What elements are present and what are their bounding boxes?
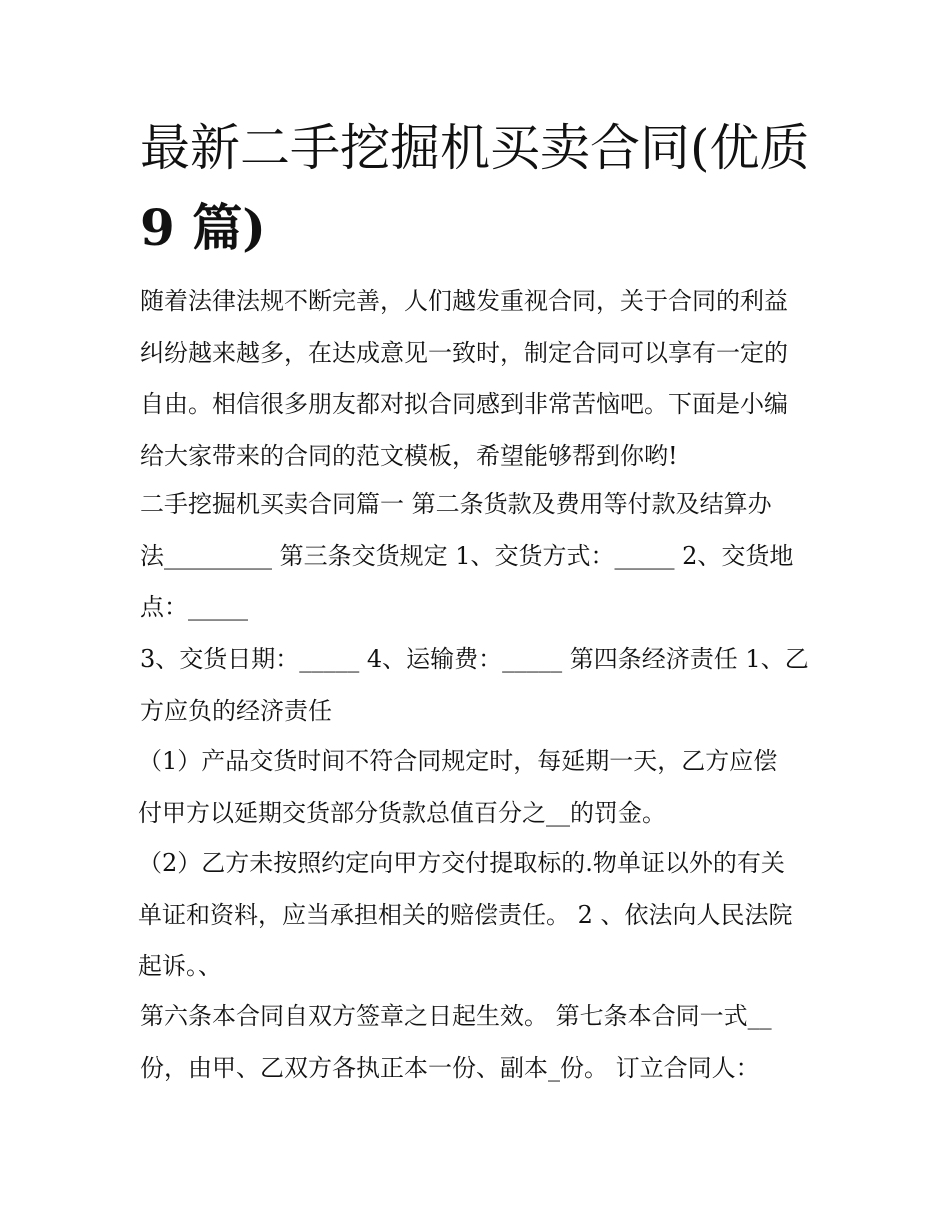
text-line: 单证和资料，应当承担相关的赔偿责任。 2 、依法向人民法院 bbox=[138, 900, 793, 929]
text-line: 第六条本合同自双方签章之日起生效。 第七条本合同一式__ bbox=[140, 1002, 772, 1030]
title-line-1: 最新二手挖掘机买卖合同(优质 bbox=[140, 119, 810, 177]
liability-item-1 bbox=[138, 736, 818, 839]
text-line: 给大家带来的合同的范文模板，希望能够帮到你哟! bbox=[140, 441, 678, 470]
text-line: （1）产品交货时间不符合同规定时，每延期一天，乙方应偿 bbox=[138, 747, 778, 775]
text-line: 份，由甲、乙双方各执正本一份、副本_份。 订立合同人： bbox=[140, 1053, 760, 1082]
article-6-7-paragraph bbox=[140, 991, 820, 1094]
text-line: 方应负的经济责任 bbox=[140, 696, 332, 725]
text-line: 随着法律法规不断完善，人们越发重视合同，关于合同的利益 bbox=[140, 287, 788, 315]
text-line: 自由。相信很多朋友都对拟合同感到非常苦恼吧。下面是小编 bbox=[140, 390, 788, 418]
liability-item-2 bbox=[138, 838, 818, 993]
text-line: 起诉。、 bbox=[138, 952, 222, 980]
text-line: 二手挖掘机买卖合同篇一 第二条货款及费用等付款及结算办 bbox=[140, 490, 772, 518]
text-line: 法_________ 第三条交货规定 1、交货方式：_____ 2、交货地 bbox=[140, 541, 794, 570]
title-line-2: 9 篇) bbox=[140, 198, 266, 257]
article-2-3-paragraph bbox=[140, 479, 820, 634]
delivery-terms-paragraph bbox=[140, 634, 820, 737]
document-title bbox=[140, 108, 820, 268]
text-line: （2）乙方未按照约定向甲方交付提取标的.物单证以外的有关 bbox=[138, 849, 785, 877]
text-line: 3、交货日期：_____ 4、运输费：_____ 第四条经济责任 1、乙 bbox=[140, 645, 809, 673]
text-line: 点：_____ bbox=[140, 593, 248, 621]
intro-paragraph bbox=[140, 276, 820, 482]
text-line: 纠纷越来越多，在达成意见一致时，制定合同可以享有一定的 bbox=[140, 338, 788, 367]
text-line: 付甲方以延期交货部分货款总值百分之__的罚金。 bbox=[138, 798, 666, 827]
